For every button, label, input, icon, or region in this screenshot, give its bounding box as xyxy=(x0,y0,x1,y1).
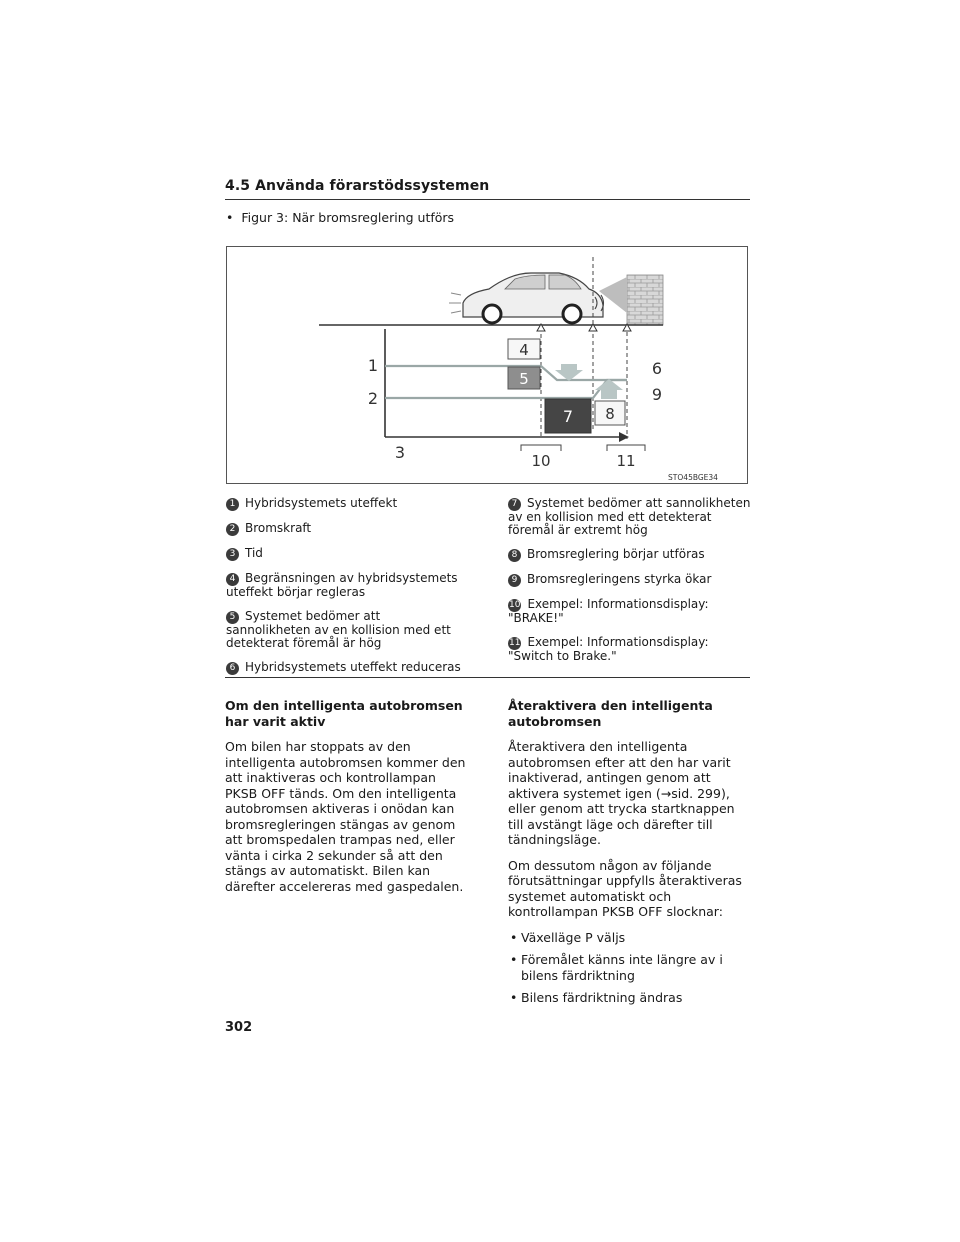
legend-num: 5 xyxy=(226,611,239,624)
legend-item xyxy=(508,598,752,625)
hybrid-output-curve xyxy=(385,366,627,380)
car-illustration xyxy=(449,273,604,323)
legend-item xyxy=(508,497,752,537)
page-number: 302 xyxy=(225,1020,253,1035)
legend-text: Hybridsystemets uteffekt xyxy=(245,496,398,510)
callout-10: 10 xyxy=(531,452,551,470)
legend-text: Systemet bedömer att sannolikheten av en kollision med ett detekterat föremål är hög xyxy=(226,609,451,650)
braking-diagram xyxy=(227,247,749,485)
legend-num: 1 xyxy=(226,498,239,511)
right-paragraph-2: Om dessutom någon av följande förutsättningar uppfylls återaktiveras systemet automatiskt och kontrollampan PKSB OFF slocknar: xyxy=(508,857,742,919)
legend-item xyxy=(226,497,464,511)
reduction-arrow xyxy=(555,364,583,381)
legend-text: Bromsreglering börjar utföras xyxy=(527,547,705,561)
legend-num: 7 xyxy=(508,498,521,511)
legend-num: 8 xyxy=(508,549,521,562)
legend-text: Exempel: Informationsdisplay: "Switch to Brake." xyxy=(508,635,709,663)
legend-num: 3 xyxy=(226,548,239,561)
callout-9: 9 xyxy=(651,385,663,404)
legend-left xyxy=(226,497,464,686)
section-title: 4.5 Använda förarstödssystemen xyxy=(225,178,750,200)
callout-6: 6 xyxy=(651,359,663,378)
bullet-dot: • xyxy=(226,210,242,225)
legend-num: 10 xyxy=(509,600,521,610)
legend-text: Begränsningen av hybridsystemets uteffekt börjar regleras xyxy=(226,571,458,599)
legend-text: Exempel: Informationsdisplay: "BRAKE!" xyxy=(508,597,709,625)
legend-item xyxy=(508,636,752,663)
legend-text: Hybridsystemets uteffekt reduceras xyxy=(245,660,461,674)
right-paragraph-1: Återaktivera den intelligenta autobromsen efter att den har varit inaktiverad, antingen genom att aktivera systemet igen (→sid. 299), eller genom att trycka startknappen till avstängt läge och därefter till tändningsläge. xyxy=(508,739,735,847)
legend-num: 11 xyxy=(509,638,521,648)
bracket-10 xyxy=(521,445,561,451)
legend-text: Bromsregleringens styrka ökar xyxy=(527,572,712,586)
legend-text: Tid xyxy=(245,546,263,560)
legend-num: 2 xyxy=(226,523,239,536)
legend-num: 4 xyxy=(226,573,239,586)
callout-7: 7 xyxy=(562,407,574,426)
legend-item xyxy=(226,547,464,561)
legend-right xyxy=(508,497,752,674)
legend-item xyxy=(226,661,464,675)
image-code: STO45BGE34 xyxy=(668,473,718,482)
callout-3: 3 xyxy=(394,443,406,462)
callout-1: 1 xyxy=(367,356,379,375)
legend-num: 6 xyxy=(226,662,239,675)
condition-list xyxy=(508,930,752,1006)
list-item: • Bilens färdriktning ändras xyxy=(508,990,752,1006)
callout-4: 4 xyxy=(519,341,529,359)
increase-arrow xyxy=(595,379,623,399)
legend-text: Systemet bedömer att sannolikheten av en kollision med ett detekterat föremål är extremt hög xyxy=(508,496,751,537)
legend-item xyxy=(508,548,752,562)
legend-item xyxy=(508,573,752,587)
list-item: • Växelläge P väljs xyxy=(508,930,752,946)
legend-num: 9 xyxy=(508,574,521,587)
braking-diagram-figure xyxy=(226,246,748,484)
callout-2: 2 xyxy=(367,389,379,408)
callout-8: 8 xyxy=(605,405,615,423)
legend-item xyxy=(226,522,464,536)
figure-caption xyxy=(226,210,454,225)
legend-item xyxy=(226,610,464,650)
brake-force-curve xyxy=(385,380,627,398)
right-column xyxy=(508,698,752,1013)
list-item: • Föremålet känns inte längre av i bilens färdriktning xyxy=(508,952,752,983)
figure-caption-text: Figur 3: När bromsreglering utförs xyxy=(241,210,455,225)
left-paragraph: Om bilen har stoppats av den intelligenta autobromsen kommer den att inaktiveras och kontrollampan PKSB OFF tänds. Om den intelligenta autobromsen aktiveras i onödan kan bromsregleringen stängas av genom att bromspedalen trampas ned, eller vänta i cirka 2 sekunder så att den stängs av automatiskt. Bilen kan därefter accelereras med gaspedalen. xyxy=(225,739,466,894)
left-column xyxy=(225,698,469,904)
legend-text: Bromskraft xyxy=(245,521,312,535)
brick-wall xyxy=(627,275,663,325)
section-divider xyxy=(225,677,750,678)
callout-11: 11 xyxy=(616,452,636,470)
bracket-11 xyxy=(607,445,645,451)
right-heading: Återaktivera den intelligenta autobromsen xyxy=(508,698,713,729)
left-heading: Om den intelligenta autobromsen har varit aktiv xyxy=(225,698,463,729)
legend-item xyxy=(226,572,464,599)
callout-5: 5 xyxy=(519,370,529,388)
